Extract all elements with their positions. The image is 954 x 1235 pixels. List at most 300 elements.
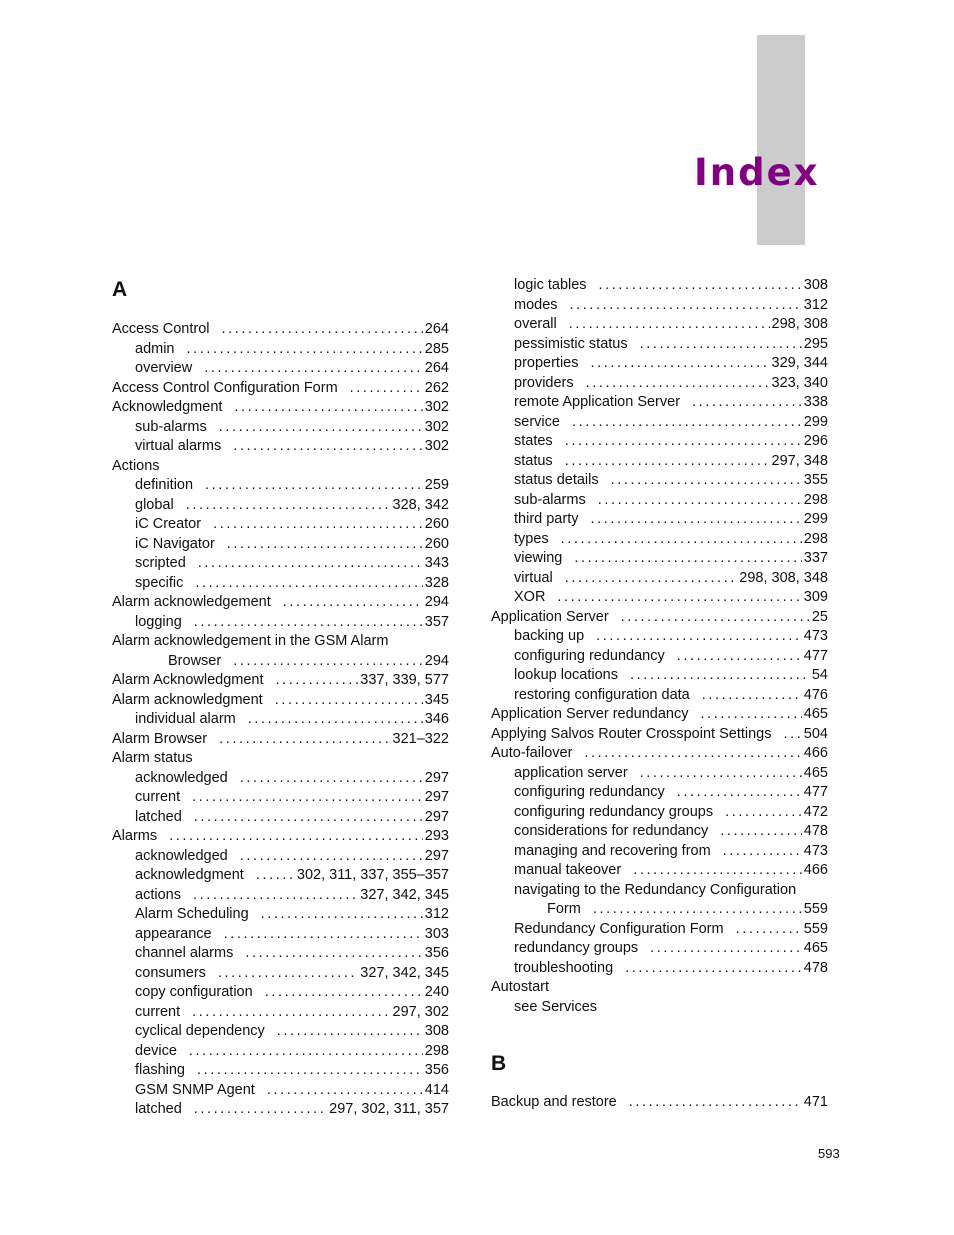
index-pages: 473	[803, 628, 828, 644]
dot-leader	[650, 939, 802, 959]
index-subentry	[514, 413, 828, 433]
dot-leader	[224, 925, 423, 945]
index-pages: 328, 342	[392, 496, 449, 513]
index-term: sub-alarms	[514, 491, 586, 508]
index-term: troubleshooting	[514, 959, 614, 976]
index-term: types	[514, 530, 549, 547]
index-pages: 298	[803, 491, 828, 508]
index-entry	[112, 671, 449, 691]
index-subentry	[135, 340, 449, 360]
index-subentry	[514, 998, 828, 1018]
index-term: Access Control Configuration Form	[112, 379, 338, 396]
index-subentry	[514, 959, 828, 979]
index-pages: 240	[424, 984, 449, 1000]
index-pages: 355	[803, 472, 828, 488]
dot-leader	[561, 530, 802, 550]
dot-leader	[599, 276, 802, 296]
index-pages: 298	[803, 530, 828, 547]
index-term: Application Server redundancy	[491, 706, 689, 722]
index-pages: 298, 308	[771, 316, 828, 332]
dot-leader	[633, 861, 802, 881]
dot-leader	[574, 549, 801, 569]
index-entry	[112, 827, 449, 847]
index-subentry	[135, 418, 449, 438]
index-entry	[491, 608, 828, 628]
dot-leader	[265, 983, 423, 1003]
index-subentry	[135, 1003, 449, 1023]
dot-leader	[702, 686, 802, 706]
dot-leader	[629, 1093, 802, 1113]
index-pages: 346	[424, 711, 449, 727]
index-pages: 338	[803, 394, 828, 410]
index-subentry	[514, 530, 828, 550]
dot-leader	[169, 827, 423, 847]
index-subentry	[135, 359, 449, 379]
index-pages: 296	[803, 433, 828, 449]
index-term: navigating to the Redundancy Configuration	[514, 881, 797, 898]
dot-leader	[240, 847, 423, 867]
dot-leader	[565, 452, 770, 472]
index-pages: 302	[424, 399, 449, 415]
index-term: channel alarms	[135, 945, 234, 961]
dot-leader	[205, 476, 423, 496]
index-term: Alarm acknowledgement	[112, 594, 271, 610]
index-entry	[491, 978, 828, 998]
index-term: flashing	[135, 1062, 185, 1078]
dot-leader	[233, 437, 423, 457]
index-term: specific	[135, 574, 184, 591]
dot-leader	[222, 320, 423, 340]
index-pages: 504	[803, 725, 828, 742]
dot-leader	[195, 574, 422, 594]
index-pages: 476	[803, 686, 828, 703]
index-pages: 356	[424, 945, 449, 961]
index-term: virtual alarms	[135, 438, 222, 454]
index-term: manual takeover	[514, 862, 622, 878]
index-term: see Services	[514, 998, 598, 1015]
index-term: Alarm Scheduling	[135, 906, 249, 922]
index-term: scripted	[135, 555, 186, 571]
dot-leader	[218, 964, 358, 984]
index-subentry	[135, 574, 449, 594]
index-pages: 357	[424, 613, 449, 630]
dot-leader	[193, 886, 358, 906]
index-term: device	[135, 1042, 177, 1059]
index-term: providers	[514, 374, 574, 391]
index-subentry	[135, 515, 449, 535]
dot-leader	[219, 730, 390, 750]
index-pages: 337	[803, 550, 828, 566]
index-term: consumers	[135, 964, 206, 981]
index-pages: 327, 342, 345	[360, 964, 449, 981]
dot-leader	[630, 666, 810, 686]
index-pages: 264	[424, 360, 449, 376]
index-pages: 294	[424, 652, 449, 669]
index-subentry	[514, 920, 828, 940]
index-term: configuring redundancy groups	[514, 803, 714, 820]
index-term: GSM SNMP Agent	[135, 1081, 255, 1098]
index-term: configuring redundancy	[514, 784, 665, 800]
index-pages: 321–322	[392, 730, 449, 747]
index-term: backing up	[514, 628, 585, 644]
index-term: states	[514, 433, 553, 449]
index-subentry	[135, 769, 449, 789]
index-entry	[491, 705, 828, 725]
index-term: individual alarm	[135, 711, 236, 727]
index-entry	[112, 749, 449, 769]
index-term: Alarm acknowledgement in the GSM Alarm	[112, 633, 389, 649]
index-subentry	[514, 764, 828, 784]
dot-leader	[234, 398, 422, 418]
dot-leader	[350, 379, 423, 399]
index-pages: 299	[803, 511, 828, 527]
index-pages: 343	[424, 555, 449, 571]
index-subentry	[135, 808, 449, 828]
dot-leader	[625, 959, 802, 979]
index-term: latched	[135, 808, 182, 825]
dot-leader	[189, 1042, 423, 1062]
index-pages: 308	[803, 277, 828, 293]
dot-leader	[276, 671, 359, 691]
dot-leader	[267, 1081, 423, 1101]
index-subentry	[514, 471, 828, 491]
index-pages: 285	[424, 340, 449, 357]
dot-leader	[192, 1003, 390, 1023]
index-pages: 465	[803, 940, 828, 956]
index-term: logging	[135, 613, 182, 630]
dot-leader	[584, 744, 801, 764]
index-term: copy configuration	[135, 984, 253, 1000]
index-pages: 312	[803, 296, 828, 313]
index-pages: 327, 342, 345	[360, 886, 449, 903]
index-term: Redundancy Configuration Form	[514, 920, 724, 937]
index-term: application server	[514, 764, 628, 781]
index-pages: 298	[424, 1042, 449, 1059]
index-term: Alarm acknowledgment	[112, 691, 263, 708]
index-pages: 25	[811, 608, 828, 625]
index-subentry	[135, 788, 449, 808]
dot-leader	[593, 900, 802, 920]
index-term: definition	[135, 477, 194, 493]
index-pages: 471	[803, 1094, 828, 1110]
index-entry	[112, 320, 449, 340]
index-subentry	[514, 588, 828, 608]
index-entry	[112, 632, 449, 652]
dot-leader	[720, 822, 802, 842]
index-term: current	[135, 789, 181, 805]
dot-leader	[198, 554, 423, 574]
index-term: lookup locations	[514, 667, 618, 683]
dot-leader	[692, 393, 802, 413]
index-pages: 262	[424, 379, 449, 396]
index-subentry	[135, 847, 449, 867]
index-pages: 293	[424, 828, 449, 844]
index-term: remote Application Server	[514, 394, 681, 410]
index-subentry	[514, 842, 828, 862]
index-subentry	[135, 1100, 449, 1120]
index-term: acknowledged	[135, 769, 228, 786]
index-term: acknowledgment	[135, 867, 244, 883]
index-pages: 302, 311, 337, 355–357	[296, 867, 449, 883]
dot-leader	[245, 944, 422, 964]
index-subentry	[135, 1022, 449, 1042]
index-term: redundancy groups	[514, 940, 639, 956]
dot-leader	[677, 647, 802, 667]
index-subentry	[514, 276, 828, 296]
index-pages: 260	[424, 516, 449, 532]
dot-leader	[565, 432, 802, 452]
index-subentry	[514, 647, 828, 667]
index-subentry	[514, 549, 828, 569]
index-subentry	[135, 1042, 449, 1062]
index-pages: 477	[803, 784, 828, 800]
index-pages: 465	[803, 764, 828, 781]
dot-leader	[572, 413, 802, 433]
index-pages: 328	[424, 574, 449, 591]
index-term: service	[514, 413, 560, 430]
dot-leader	[248, 710, 423, 730]
index-subentry	[514, 569, 828, 589]
dot-leader	[590, 510, 801, 530]
index-subentry	[514, 627, 828, 647]
index-term: considerations for redundancy	[514, 823, 709, 839]
dot-leader	[569, 315, 770, 335]
index-pages: 308	[424, 1023, 449, 1039]
index-subentry	[514, 510, 828, 530]
index-pages: 345	[424, 691, 449, 708]
index-term: pessimistic status	[514, 335, 628, 352]
index-subentry	[135, 905, 449, 925]
index-term: current	[135, 1003, 181, 1020]
index-subentry	[135, 1061, 449, 1081]
index-pages: 559	[803, 901, 828, 917]
index-pages: 309	[803, 589, 828, 605]
index-subentry	[135, 983, 449, 1003]
index-pages: 297, 302, 311, 357	[329, 1101, 449, 1117]
dot-leader	[283, 593, 423, 613]
index-term: Alarms	[112, 828, 158, 844]
section-letter-a: A	[112, 278, 128, 301]
dot-leader	[197, 1061, 423, 1081]
dot-leader	[261, 905, 423, 925]
index-subentry	[514, 296, 828, 316]
index-pages: 414	[424, 1081, 449, 1098]
dot-leader	[611, 471, 802, 491]
index-term: configuring redundancy	[514, 647, 665, 664]
index-term: Auto-failover	[491, 745, 573, 761]
index-subentry	[514, 335, 828, 355]
dot-leader	[213, 515, 423, 535]
dot-leader	[227, 535, 423, 555]
index-pages: 299	[803, 413, 828, 430]
index-subentry	[547, 900, 828, 920]
index-pages: 54	[811, 667, 828, 683]
index-term: modes	[514, 296, 558, 313]
index-term: logic tables	[514, 277, 587, 293]
index-subentry	[514, 491, 828, 511]
dot-leader	[194, 1100, 327, 1120]
index-subentry	[514, 666, 828, 686]
dot-leader	[596, 627, 802, 647]
index-entry	[112, 398, 449, 418]
index-term: Backup and restore	[491, 1094, 617, 1110]
index-entry	[491, 1093, 828, 1113]
index-pages: 297, 348	[771, 452, 828, 469]
index-subentry	[135, 964, 449, 984]
index-pages: 478	[803, 823, 828, 839]
index-pages: 466	[803, 745, 828, 761]
index-pages: 260	[424, 535, 449, 552]
index-subentry	[514, 432, 828, 452]
index-subentry	[135, 496, 449, 516]
index-pages: 295	[803, 335, 828, 352]
index-term: Alarm Browser	[112, 730, 208, 747]
index-subentry	[514, 861, 828, 881]
index-subentry	[514, 783, 828, 803]
dot-leader	[233, 652, 423, 672]
index-subentry	[135, 925, 449, 945]
section-letter-b: B	[491, 1052, 507, 1075]
index-subentry	[514, 315, 828, 335]
index-term: overall	[514, 316, 557, 332]
index-term: admin	[135, 340, 175, 357]
index-pages: 337, 339, 577	[360, 672, 449, 688]
index-term: global	[135, 496, 174, 513]
index-subentry	[514, 452, 828, 472]
index-term: status	[514, 452, 553, 469]
index-subentry	[514, 393, 828, 413]
index-term: Form	[547, 901, 581, 917]
index-subentry	[135, 886, 449, 906]
index-term: iC Navigator	[135, 535, 215, 552]
index-term: actions	[135, 886, 181, 903]
index-pages: 297	[424, 847, 449, 864]
index-term: overview	[135, 360, 193, 376]
index-subentry	[168, 652, 449, 672]
index-pages: 356	[424, 1062, 449, 1078]
index-term: Autostart	[491, 979, 550, 995]
index-pages: 312	[424, 906, 449, 922]
index-subentry	[514, 803, 828, 823]
index-pages: 302	[424, 418, 449, 435]
index-pages: 323, 340	[771, 374, 828, 391]
dot-leader	[725, 803, 802, 823]
dot-leader	[240, 769, 423, 789]
dot-leader	[570, 296, 802, 316]
index-pages: 297	[424, 769, 449, 786]
dot-leader	[598, 491, 802, 511]
index-entry	[112, 379, 449, 399]
dot-leader	[565, 569, 738, 589]
index-subentry	[514, 822, 828, 842]
index-subentry	[135, 554, 449, 574]
index-term: XOR	[514, 589, 546, 605]
index-term: Access Control	[112, 321, 210, 337]
index-pages: 477	[803, 647, 828, 664]
index-term: Browser	[168, 652, 222, 669]
index-entry	[491, 744, 828, 764]
index-term: viewing	[514, 550, 563, 566]
index-term: Alarm status	[112, 750, 193, 766]
dot-leader	[275, 691, 423, 711]
dot-leader	[700, 705, 801, 725]
index-term: properties	[514, 355, 579, 371]
index-pages: 303	[424, 925, 449, 942]
dot-leader	[277, 1022, 423, 1042]
dot-leader	[640, 335, 802, 355]
dot-leader	[723, 842, 802, 862]
index-term: Applying Salvos Router Crosspoint Settings	[491, 725, 772, 742]
index-subentry	[135, 476, 449, 496]
index-term: iC Creator	[135, 516, 202, 532]
index-term: managing and recovering from	[514, 842, 711, 859]
index-term: appearance	[135, 925, 212, 942]
index-pages: 472	[803, 803, 828, 820]
index-term: sub-alarms	[135, 418, 207, 435]
index-pages: 297	[424, 789, 449, 805]
dot-leader	[621, 608, 810, 628]
index-term: Application Server	[491, 608, 609, 625]
index-pages: 298, 308, 348	[739, 569, 828, 586]
dot-leader	[677, 783, 802, 803]
index-pages: 297	[424, 808, 449, 825]
dot-leader	[194, 613, 423, 633]
dot-leader	[557, 588, 801, 608]
dot-leader	[736, 920, 802, 940]
index-subentry	[135, 710, 449, 730]
index-subentry	[514, 881, 828, 901]
dot-leader	[586, 374, 770, 394]
index-subentry	[135, 1081, 449, 1101]
index-term: latched	[135, 1101, 182, 1117]
index-term: Actions	[112, 457, 160, 474]
dot-leader	[192, 788, 423, 808]
index-pages: 329, 344	[771, 355, 828, 371]
index-pages: 478	[803, 959, 828, 976]
index-subentry	[135, 944, 449, 964]
index-entry	[112, 730, 449, 750]
dot-leader	[783, 725, 801, 745]
index-term: Acknowledgment	[112, 399, 223, 415]
index-term: restoring configuration data	[514, 686, 690, 703]
index-term: third party	[514, 511, 579, 527]
index-subentry	[514, 354, 828, 374]
index-subentry	[135, 866, 449, 886]
page-number: 593	[818, 1146, 840, 1161]
index-subentry	[135, 613, 449, 633]
index-subentry	[135, 437, 449, 457]
index-entry	[112, 691, 449, 711]
index-pages: 465	[803, 706, 828, 722]
index-term: cyclical dependency	[135, 1023, 265, 1039]
index-pages: 264	[424, 321, 449, 337]
index-entry	[491, 725, 828, 745]
index-term: Alarm Acknowledgment	[112, 672, 264, 688]
index-pages: 473	[803, 842, 828, 859]
index-term: acknowledged	[135, 847, 228, 864]
index-pages: 559	[803, 920, 828, 937]
dot-leader	[186, 496, 391, 516]
index-pages: 294	[424, 594, 449, 610]
index-pages: 302	[424, 438, 449, 454]
dot-leader	[256, 866, 295, 886]
page-title: Index	[694, 151, 820, 194]
index-subentry	[514, 374, 828, 394]
index-subentry	[514, 686, 828, 706]
index-term: virtual	[514, 569, 553, 586]
index-pages: 297, 302	[392, 1003, 449, 1020]
index-pages: 259	[424, 477, 449, 493]
